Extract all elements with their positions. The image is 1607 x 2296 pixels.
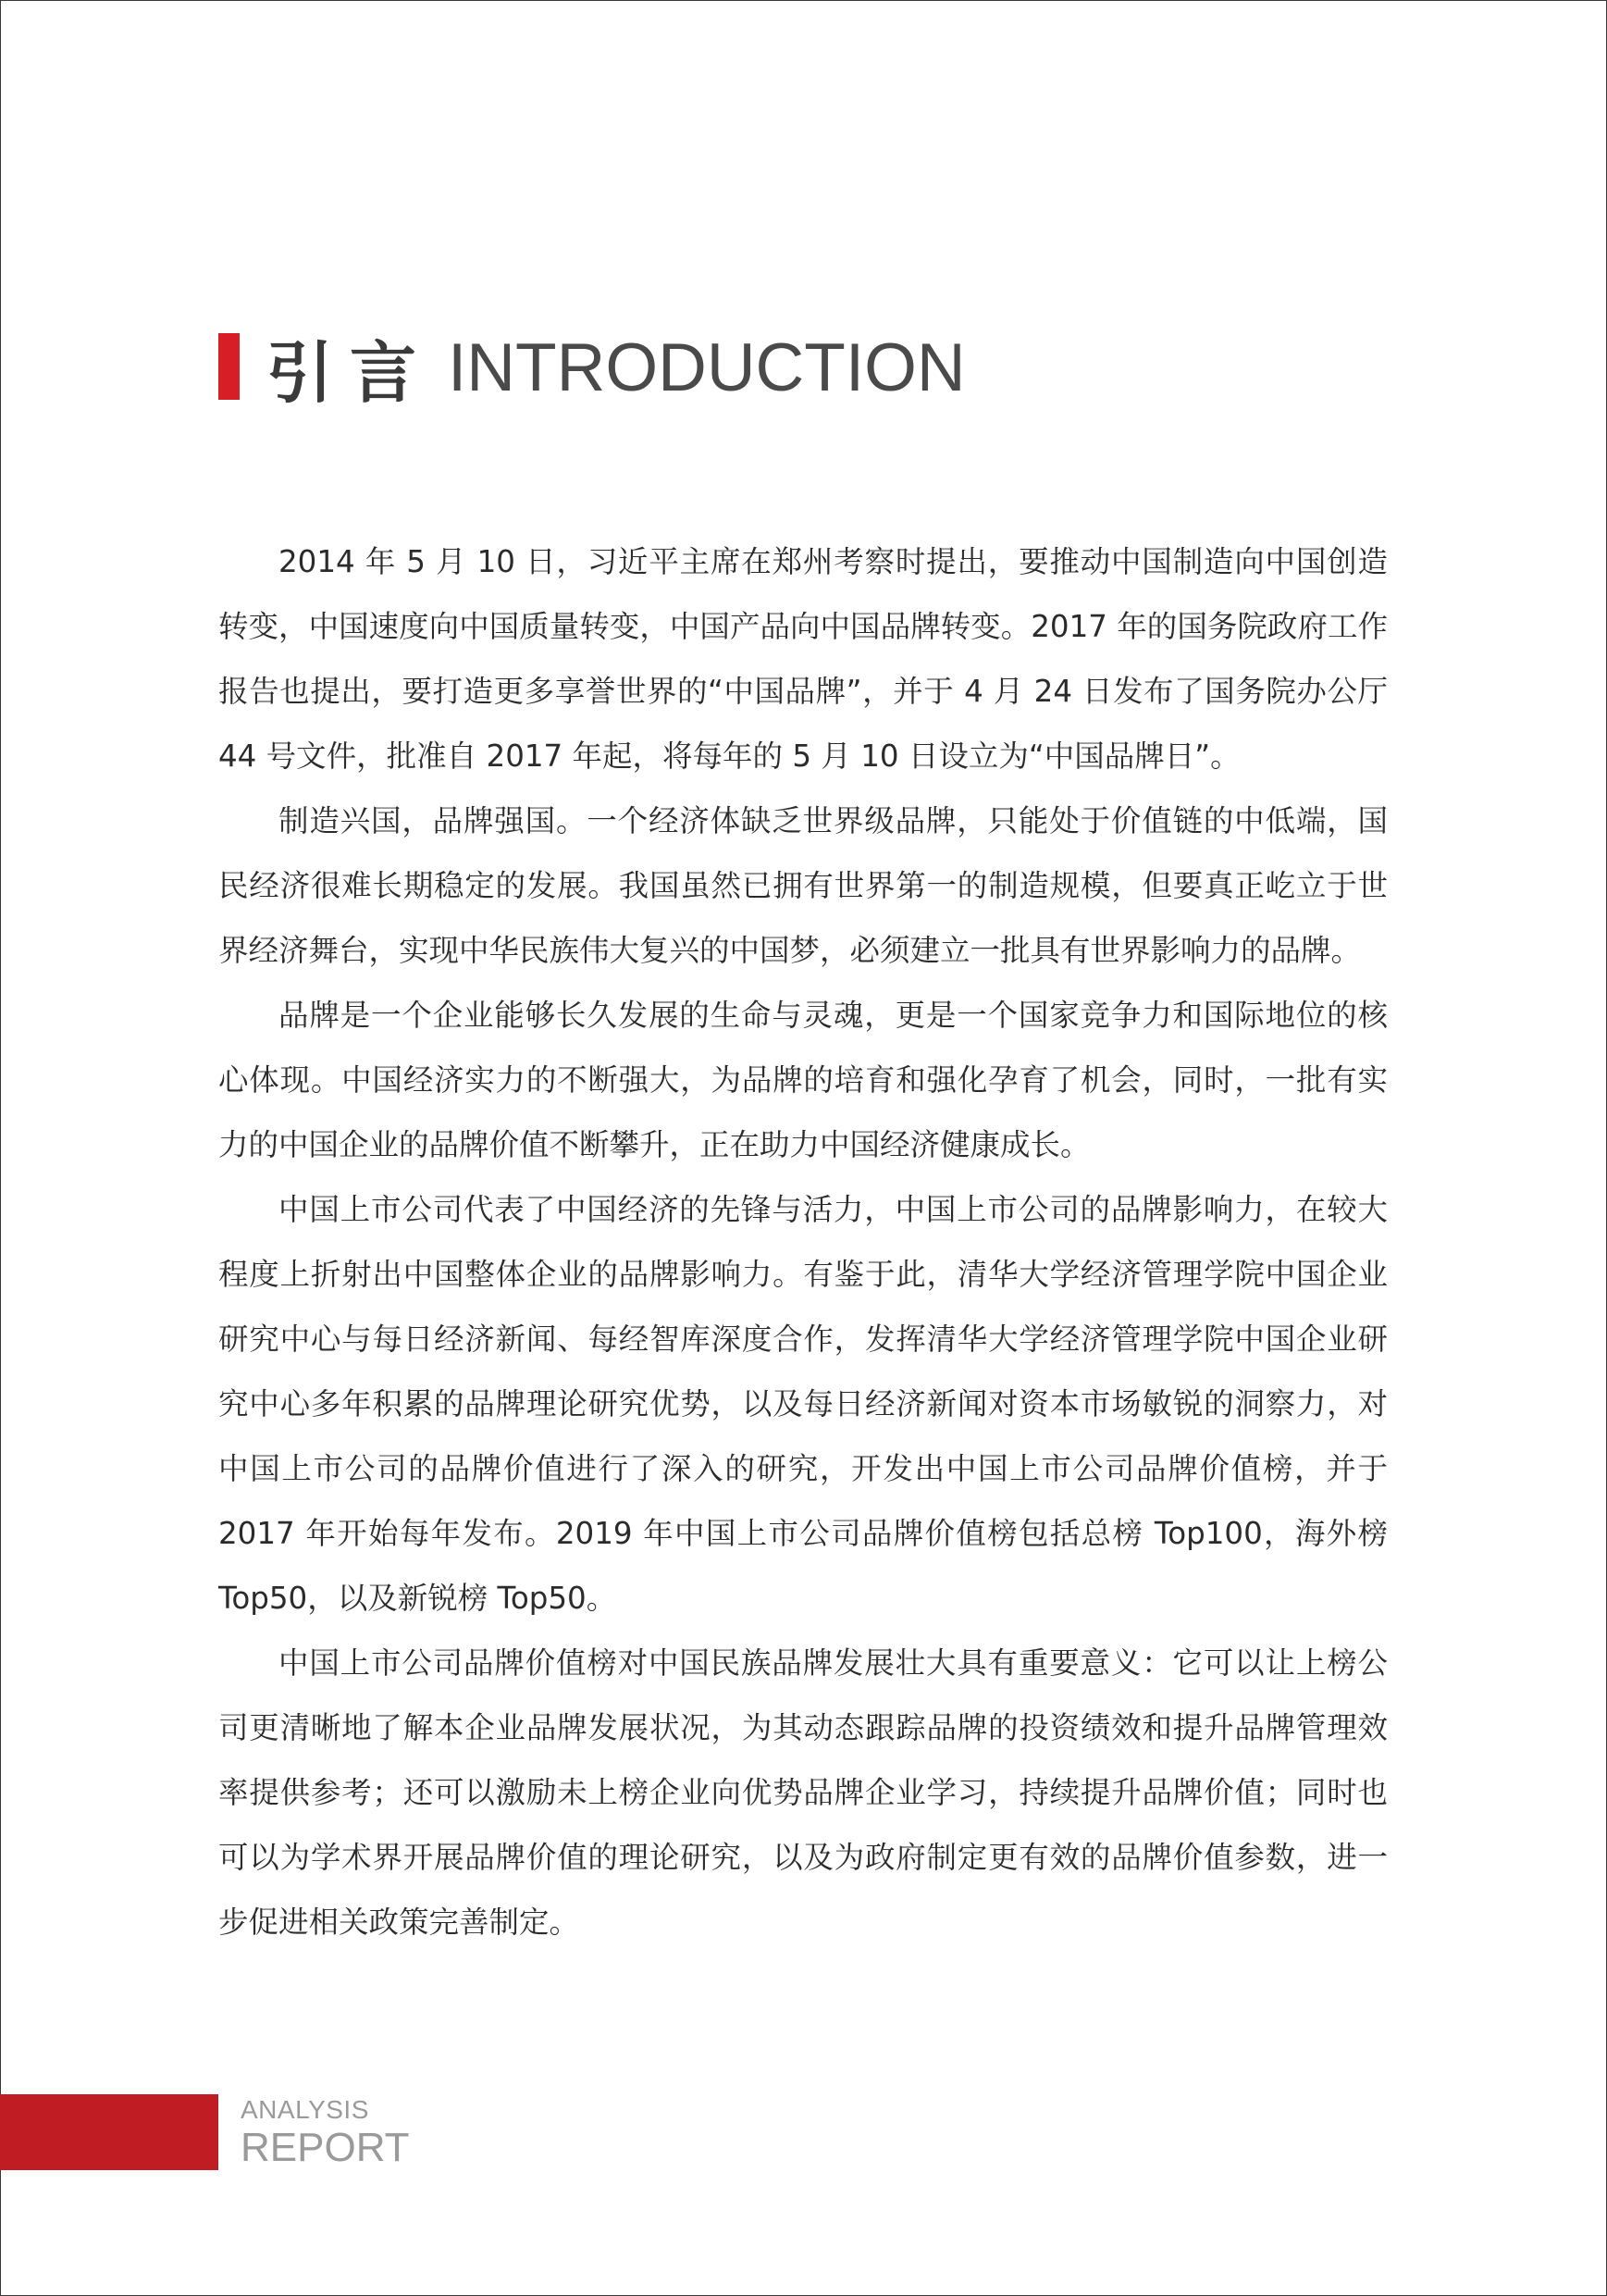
footer-label-analysis: ANALYSIS (241, 2095, 369, 2124)
heading-accent-bar (218, 333, 240, 400)
paragraph: 品牌是一个企业能够长久发展的生命与灵魂，更是一个国家竞争力和国际地位的核心体现。中国经济实力的不断强大，为品牌的培育和强化孕育了机会，同时，一批有实力的中国企业的品牌价值不断攀升，正在助力中国经济健康成长。 (218, 998, 1388, 1162)
heading-english: INTRODUCTION (448, 329, 966, 405)
paragraph: 中国上市公司代表了中国经济的先锋与活力，中国上市公司的品牌影响力，在较大程度上折射出中国整体企业的品牌影响力。有鉴于此，清华大学经济管理学院中国企业研究中心与每日经济新闻、每经智库深度合作，发挥清华大学经济管理学院中国企业研究中心多年积累的品牌理论研究优势，以及每日经济新闻对资本市场敏锐的洞察力，对中国上市公司的品牌价值进行了深入的研究，开发出中国上市公司品牌价值榜，并于 2017 年开始每年发布。2019 年中国上市公司品牌价值榜包括总榜 Top100，海外榜 Top50，以及新锐榜 Top50。 (218, 1192, 1388, 1616)
footer-label-report: REPORT (241, 2125, 410, 2170)
footer-accent-bar (0, 2094, 218, 2170)
section-heading (266, 326, 966, 412)
paragraph: 制造兴国，品牌强国。一个经济体缺乏世界级品牌，只能处于价值链的中低端，国民经济很难长期稳定的发展。我国虽然已拥有世界第一的制造规模，但要真正屹立于世界经济舞台，实现中华民族伟大复兴的中国梦，必须建立一批具有世界影响力的品牌。 (218, 803, 1388, 968)
introduction-body (218, 529, 1388, 1955)
paragraph: 中国上市公司品牌价值榜对中国民族品牌发展壮大具有重要意义：它可以让上榜公司更清晰地了解本企业品牌发展状况，为其动态跟踪品牌的投资绩效和提升品牌管理效率提供参考；还可以激励未上榜企业向优势品牌企业学习，持续提升品牌价值；同时也可以为学术界开展品牌价值的理论研究，以及为政府制定更有效的品牌价值参数，进一步促进相关政策完善制定。 (218, 1645, 1388, 1940)
heading-chinese: 引言 (266, 334, 434, 412)
paragraph: 2014 年 5 月 10 日，习近平主席在郑州考察时提出，要推动中国制造向中国创造转变，中国速度向中国质量转变，中国产品向中国品牌转变。2017 年的国务院政府工作报告也提出，要打造更多享誉世界的“中国品牌”，并于 4 月 24 日发布了国务院办公厅 44 号文件，批准自 2017 年起，将每年的 5 月 10 日设立为“中国品牌日”。 (218, 544, 1388, 774)
